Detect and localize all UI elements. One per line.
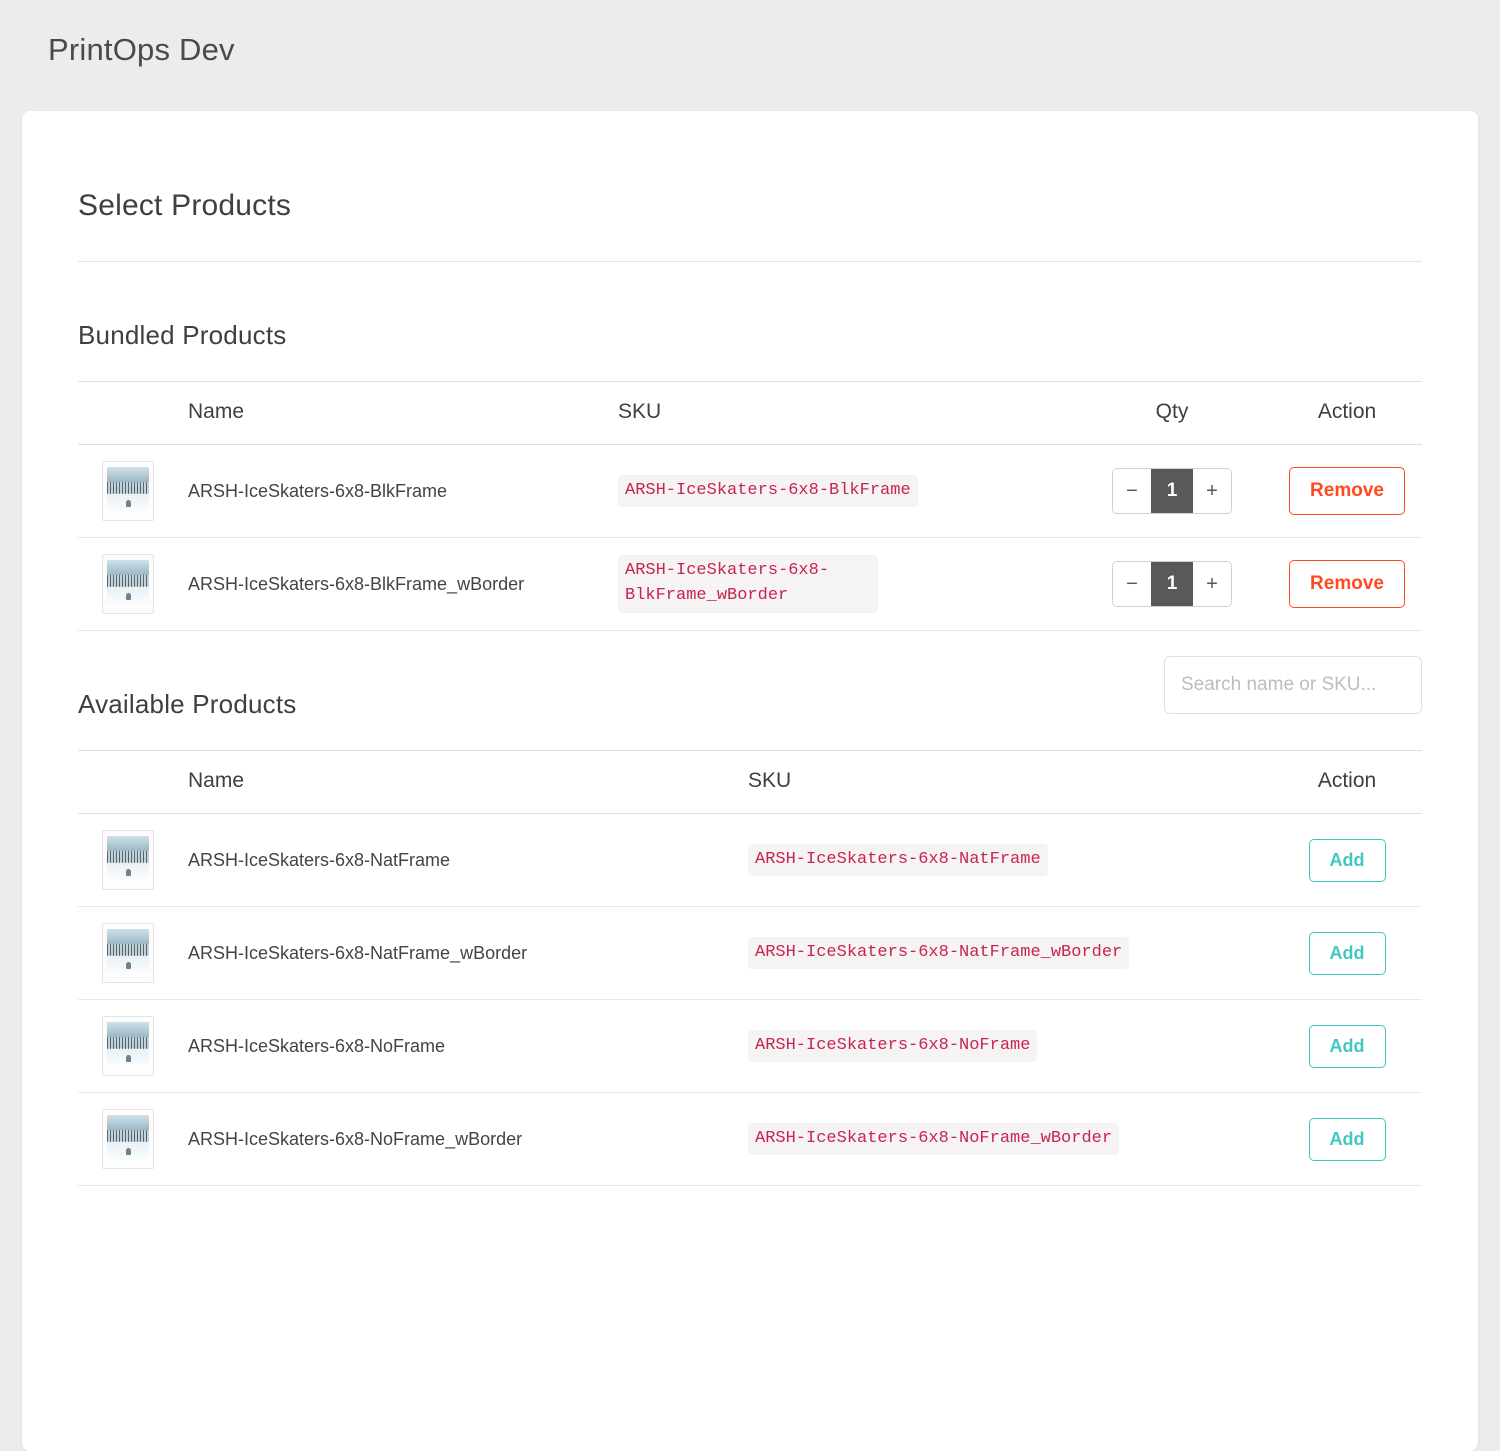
search-input[interactable] [1164, 656, 1422, 714]
quantity-cell [1072, 445, 1272, 538]
bundled-col-action: Action [1272, 382, 1422, 445]
product-image-icon [102, 830, 154, 890]
remove-button[interactable]: Remove [1289, 467, 1405, 515]
product-name: ARSH-IceSkaters-6x8-NatFrame_wBorder [188, 907, 748, 1000]
add-button[interactable]: Add [1309, 1118, 1386, 1161]
bundled-products-heading: Bundled Products [78, 320, 287, 350]
quantity-value: 1 [1151, 562, 1193, 606]
product-sku-cell [748, 1093, 1272, 1186]
available-products-table [78, 750, 1422, 1186]
action-cell [1272, 1093, 1422, 1186]
list-item [78, 1000, 1422, 1093]
list-item [78, 1093, 1422, 1186]
available-products-heading: Available Products [78, 689, 297, 719]
product-image-icon [102, 554, 154, 614]
action-cell [1272, 445, 1422, 538]
product-thumbnail-cell [78, 814, 188, 907]
available-col-action: Action [1272, 751, 1422, 814]
action-cell [1272, 814, 1422, 907]
add-button[interactable]: Add [1309, 932, 1386, 975]
product-sku: ARSH-IceSkaters-6x8-NatFrame [748, 844, 1048, 877]
bundled-col-qty: Qty [1072, 382, 1272, 445]
quantity-increment-button[interactable]: + [1193, 562, 1231, 606]
quantity-cell [1072, 538, 1272, 631]
product-sku-cell [618, 538, 1072, 631]
quantity-stepper[interactable] [1112, 561, 1232, 607]
product-sku: ARSH-IceSkaters-6x8-NoFrame [748, 1030, 1037, 1063]
product-sku-cell [748, 814, 1272, 907]
product-image-icon [102, 1109, 154, 1169]
remove-button[interactable]: Remove [1289, 560, 1405, 608]
table-header-row [78, 751, 1422, 814]
product-sku-cell [748, 1000, 1272, 1093]
action-cell [1272, 538, 1422, 631]
available-products-header [58, 631, 1442, 720]
table-row [78, 445, 1422, 538]
app-title: PrintOps Dev [48, 32, 235, 67]
quantity-decrement-button[interactable]: − [1113, 469, 1151, 513]
table-row [78, 538, 1422, 631]
quantity-increment-button[interactable]: + [1193, 469, 1231, 513]
product-thumbnail-cell [78, 1093, 188, 1186]
add-button[interactable]: Add [1309, 1025, 1386, 1068]
product-image-icon [102, 923, 154, 983]
action-cell [1272, 907, 1422, 1000]
bundled-col-name: Name [188, 382, 618, 445]
product-thumbnail-cell [78, 1000, 188, 1093]
product-sku: ARSH-IceSkaters-6x8-BlkFrame [618, 475, 918, 508]
product-thumbnail-cell [78, 538, 188, 631]
action-cell [1272, 1000, 1422, 1093]
bundled-col-thumb [78, 382, 188, 445]
product-name: ARSH-IceSkaters-6x8-NatFrame [188, 814, 748, 907]
quantity-decrement-button[interactable]: − [1113, 562, 1151, 606]
quantity-value: 1 [1151, 469, 1193, 513]
product-image-icon [102, 461, 154, 521]
available-col-sku: SKU [748, 751, 1272, 814]
product-name: ARSH-IceSkaters-6x8-BlkFrame_wBorder [188, 538, 618, 631]
product-name: ARSH-IceSkaters-6x8-NoFrame_wBorder [188, 1093, 748, 1186]
product-sku-cell [618, 445, 1072, 538]
table-header-row [78, 382, 1422, 445]
available-col-thumb [78, 751, 188, 814]
product-sku-cell [748, 907, 1272, 1000]
page-title: Select Products [78, 189, 292, 222]
product-sku: ARSH-IceSkaters-6x8-NatFrame_wBorder [748, 937, 1129, 970]
product-image-icon [102, 1016, 154, 1076]
quantity-stepper[interactable] [1112, 468, 1232, 514]
products-card [22, 111, 1478, 1451]
bundled-products-table [78, 381, 1422, 631]
list-item [78, 907, 1422, 1000]
product-sku: ARSH-IceSkaters-6x8-BlkFrame_wBorder [618, 555, 878, 612]
add-button[interactable]: Add [1309, 839, 1386, 882]
list-item [78, 814, 1422, 907]
product-thumbnail-cell [78, 907, 188, 1000]
product-sku: ARSH-IceSkaters-6x8-NoFrame_wBorder [748, 1123, 1119, 1156]
product-thumbnail-cell [78, 445, 188, 538]
available-col-name: Name [188, 751, 748, 814]
product-name: ARSH-IceSkaters-6x8-NoFrame [188, 1000, 748, 1093]
bundled-col-sku: SKU [618, 382, 1072, 445]
product-name: ARSH-IceSkaters-6x8-BlkFrame [188, 445, 618, 538]
